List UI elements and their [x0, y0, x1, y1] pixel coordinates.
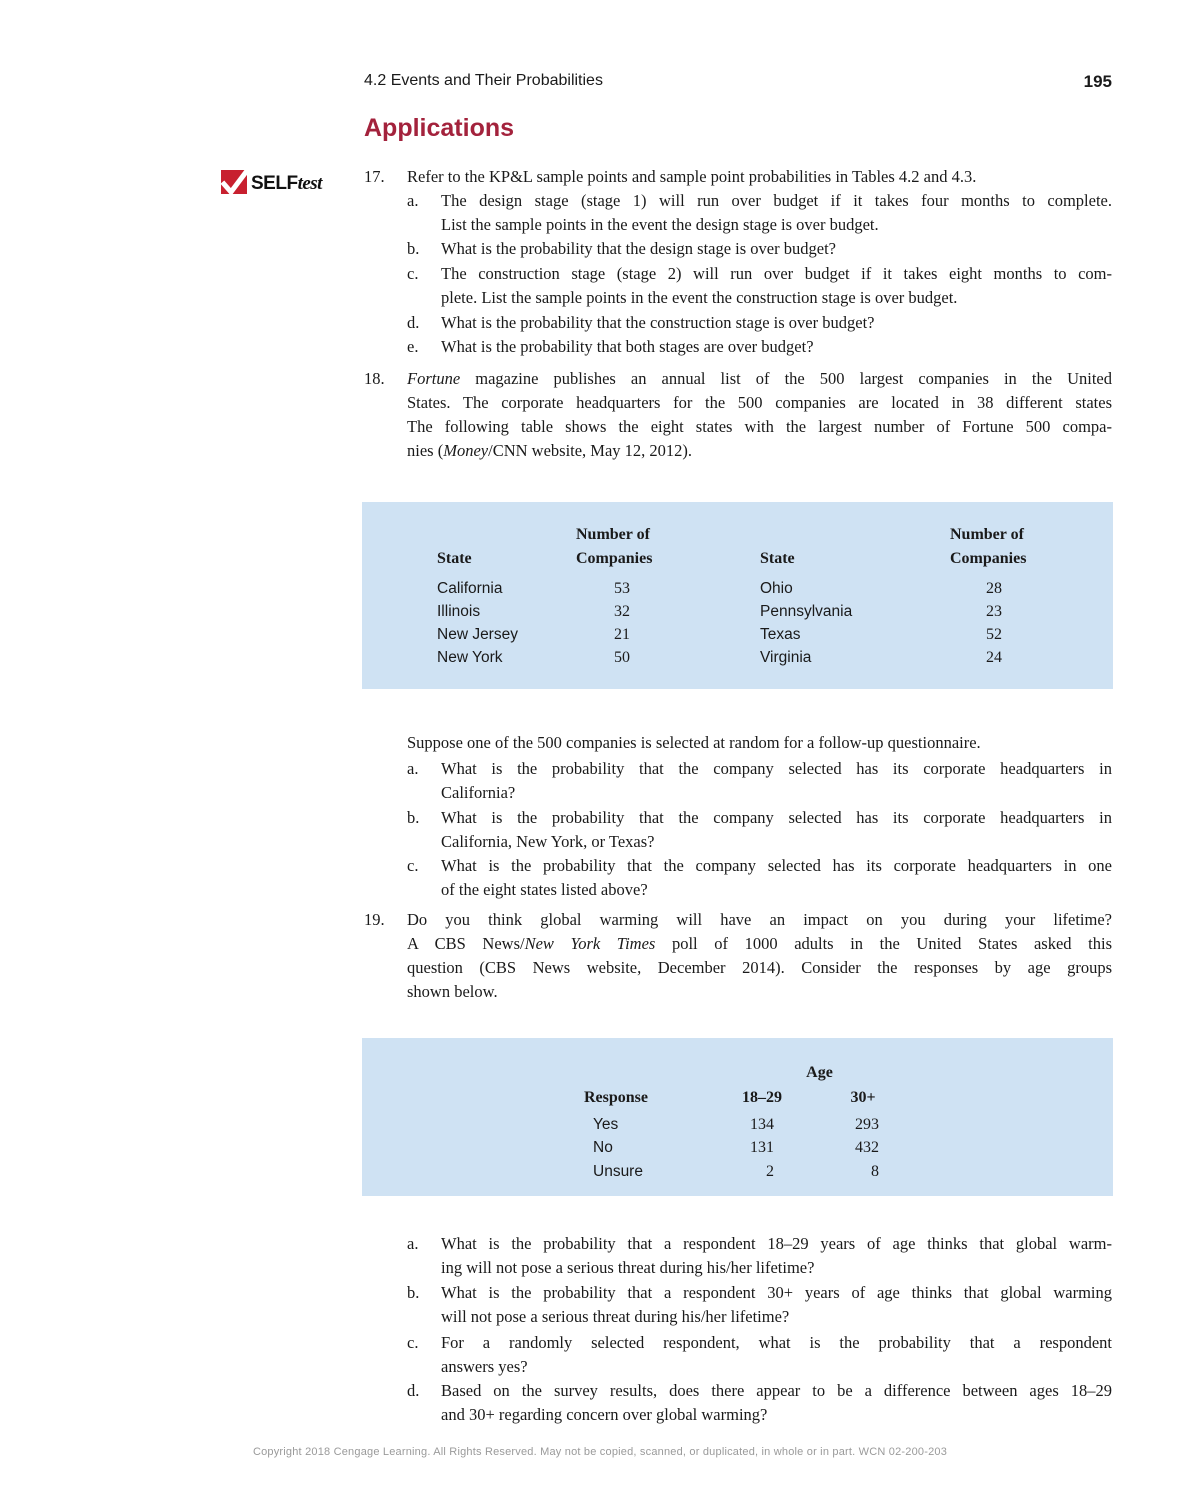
part-text: ing will not pose a serious threat during his/her lifetime?: [441, 1258, 815, 1277]
table-cell: California: [437, 580, 503, 597]
table-cell: 21: [614, 626, 630, 643]
question-number: 18.: [364, 369, 385, 388]
part-text: plete. List the sample points in the event the construction stage is over budget.: [441, 288, 958, 307]
checkmark-icon: [221, 170, 247, 194]
part-text: answers yes?: [441, 1357, 528, 1376]
table-cell: 28: [986, 580, 1002, 597]
question-stem-line: Do you think global warming will have an impact on you during your lifetime?: [407, 910, 1112, 929]
part-text: What is the probability that the design stage is over budget?: [441, 239, 836, 258]
table-cell: 134: [750, 1116, 774, 1133]
part-letter: a.: [407, 191, 419, 210]
table-cell: 8: [871, 1163, 879, 1180]
question-stem-line: The following table shows the eight states with the largest number of Fortune 500 compa-: [407, 417, 1112, 436]
part-text: will not pose a serious threat during his/her lifetime?: [441, 1307, 790, 1326]
table-cell: 2: [766, 1163, 774, 1180]
part-letter: b.: [407, 808, 420, 827]
table-cell: 53: [614, 580, 630, 597]
part-text: of the eight states listed above?: [441, 880, 648, 899]
table-cell: Unsure: [593, 1163, 643, 1180]
paragraph: Suppose one of the 500 companies is selected at random for a follow-up questionnaire.: [407, 733, 981, 752]
question-stem-line: shown below.: [407, 982, 498, 1001]
selftest-word-italic: test: [297, 173, 322, 194]
col-header: State: [437, 550, 472, 567]
part-text: California, New York, or Texas?: [441, 832, 655, 851]
question-stem-line: States. The corporate headquarters for the 500 companies are located in 38 different states: [407, 393, 1112, 412]
part-text: What is the probability that the company selected has its corporate headquarters in: [441, 808, 1112, 827]
question-number: 19.: [364, 910, 385, 929]
question-number: 17.: [364, 167, 385, 186]
table-cell: New Jersey: [437, 626, 518, 643]
question-stem-line: nies (Money/CNN website, May 12, 2012).: [407, 441, 693, 460]
part-letter: c.: [407, 264, 419, 283]
states-table: [362, 502, 1113, 689]
part-text: and 30+ regarding concern over global warming?: [441, 1405, 768, 1424]
part-text: What is the probability that a respondent 30+ years of age thinks that global warming: [441, 1283, 1112, 1302]
part-letter: d.: [407, 1381, 420, 1400]
source-name: Money: [443, 441, 489, 460]
part-text: Based on the survey results, does there appear to be a difference between ages 18–29: [441, 1381, 1112, 1400]
part-text: California?: [441, 783, 516, 802]
col-header: 30+: [850, 1089, 876, 1106]
selftest-logo: [221, 166, 339, 200]
question-stem-line: Fortune magazine publishes an annual list of the 500 largest companies in the United: [407, 369, 1112, 388]
part-text: What is the probability that the construction stage is over budget?: [441, 313, 875, 332]
table-cell: No: [593, 1139, 613, 1156]
table-cell: Texas: [760, 626, 801, 643]
selftest-word: SELF: [251, 173, 298, 194]
part-letter: b.: [407, 239, 420, 258]
part-letter: b.: [407, 1283, 420, 1302]
table-cell: Ohio: [760, 580, 793, 597]
part-text: What is the probability that both stages are over budget?: [441, 337, 814, 356]
part-letter: a.: [407, 1234, 419, 1253]
table-cell: 23: [986, 603, 1002, 620]
table-cell: Virginia: [760, 649, 812, 666]
table-cell: 293: [855, 1116, 879, 1133]
col-header: Companies: [950, 550, 1027, 567]
part-text: What is the probability that the company selected has its corporate headquarters in: [441, 759, 1112, 778]
running-header: [364, 72, 1112, 98]
table-cell: 131: [750, 1139, 774, 1156]
part-text: The design stage (stage 1) will run over budget if it takes four months to complete.: [441, 191, 1112, 210]
part-letter: e.: [407, 337, 419, 356]
table-cell: Illinois: [437, 603, 481, 620]
part-text: For a randomly selected respondent, what is the probability that a respondent: [441, 1333, 1112, 1352]
age-response-table: [362, 1038, 1113, 1196]
copyright-footer: Copyright 2018 Cengage Learning. All Rights Reserved. May not be copied, scanned, or duplicated, in whole or in part. WCN 02-200-203: [252, 1446, 948, 1458]
col-header: Number of: [576, 526, 650, 543]
part-text: What is the probability that the company selected has its corporate headquarters in one: [441, 856, 1112, 875]
table-cell: 32: [614, 603, 630, 620]
part-letter: c.: [407, 1333, 419, 1352]
col-header: Number of: [950, 526, 1024, 543]
question-stem: Refer to the KP&L sample points and sample point probabilities in Tables 4.2 and 4.3.: [407, 167, 977, 186]
table-cell: Pennsylvania: [760, 603, 853, 620]
part-text: List the sample points in the event the design stage is over budget.: [441, 215, 879, 234]
magazine-name: Fortune: [407, 369, 461, 388]
col-header: 18–29: [742, 1089, 782, 1106]
part-text: The construction stage (stage 2) will run over budget if it takes eight months to com-: [441, 264, 1112, 283]
question-stem-line: question (CBS News website, December 2014). Consider the responses by age groups: [407, 958, 1112, 977]
col-header: Companies: [576, 550, 653, 567]
part-letter: d.: [407, 313, 420, 332]
part-text: What is the probability that a respondent 18–29 years of age thinks that global warm-: [441, 1234, 1112, 1253]
part-letter: a.: [407, 759, 419, 778]
col-header: Response: [584, 1089, 649, 1106]
table-cell: Yes: [593, 1116, 619, 1133]
newspaper-name: New York Times: [524, 934, 656, 953]
page-number: 195: [1083, 72, 1112, 91]
table-cell: 50: [614, 649, 630, 666]
part-letter: c.: [407, 856, 419, 875]
section-title: 4.2 Events and Their Probabilities: [364, 72, 603, 89]
col-group-header: Age: [806, 1064, 833, 1081]
question-stem-line: A CBS News/New York Times poll of 1000 adults in the United States asked this: [407, 934, 1113, 953]
table-cell: 52: [986, 626, 1002, 643]
col-header: State: [760, 550, 795, 567]
table-cell: 24: [986, 649, 1002, 666]
section-heading: Applications: [364, 114, 515, 142]
table-cell: New York: [437, 649, 503, 666]
table-cell: 432: [855, 1139, 879, 1156]
